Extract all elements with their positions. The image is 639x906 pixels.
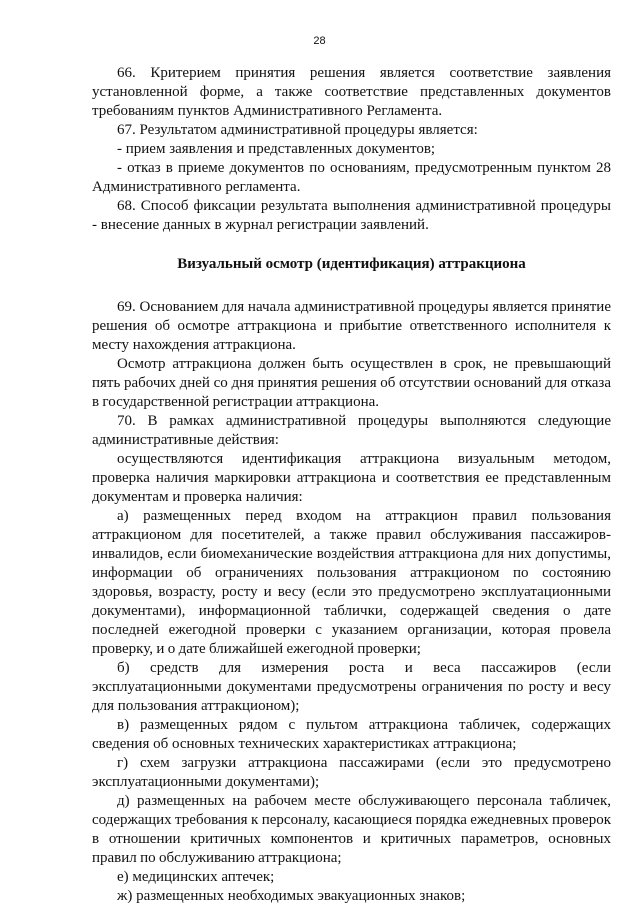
paragraph-67: 67. Результатом административной процедуры является: bbox=[117, 122, 478, 138]
list-item-zh: ж) размещенных необходимых эвакуационных знаков; bbox=[117, 888, 466, 904]
page-number: 28 bbox=[313, 35, 326, 47]
paragraph-inspection-term: Осмотр аттракциона должен быть осуществлен в срок, не превышающий пять рабочих дней со дня принятия решения об отсутствии оснований для отказа в государственной регистрации аттракциона. bbox=[92, 356, 611, 410]
document-body bbox=[92, 64, 611, 906]
list-item-refusal: - отказ в приеме документов по основаниям, предусмотренным пунктом 28 Административного регламента. bbox=[92, 160, 611, 195]
paragraph-66: 66. Критерием принятия решения является соответствие заявления установленной форме, а также соответствие представленных документов требованиям пунктов Административного Регламента. bbox=[92, 65, 611, 119]
list-item-d: д) размещенных на рабочем месте обслуживающего персонала табличек, содержащих требования к персоналу, касающиеся порядка ежедневных проверок в отношении критичных компонентов и критичных параметров, основных правил по обслуживанию аттракциона; bbox=[92, 793, 611, 866]
paragraph-68: 68. Способ фиксации результата выполнения административной процедуры - внесение данных в журнал регистрации заявлений. bbox=[92, 198, 611, 233]
paragraph-70: 70. В рамках административной процедуры выполняются следующие административные действия: bbox=[92, 413, 611, 448]
list-item-a: а) размещенных перед входом на аттракцион правил пользования аттракционом для посетителей, а также правил обслуживания пассажиров-инвалидов, если биомеханические воздействия аттракциона для них допустимы, информации об ограничениях пользования аттракционом по состоянию здоровья, возрасту, росту и весу (если это предусмотрено эксплуатационными документами), информационной таблички, содержащей сведения о дате последней ежегодной проверки с указанием организации, которая провела проверку, и о дате ближайшей ежегодной проверки; bbox=[92, 508, 611, 657]
list-item-b: б) средств для измерения роста и веса пассажиров (если эксплуатационными документами предусмотрены ограничения по росту и весу для пользования аттракционом); bbox=[92, 660, 611, 714]
paragraph-69: 69. Основанием для начала административной процедуры является принятие решения об осмотре аттракциона и прибытие ответственного исполнителя к месту нахождения аттракциона. bbox=[92, 299, 611, 353]
list-item-reception: - прием заявления и представленных документов; bbox=[117, 141, 436, 157]
list-item-e: е) медицинских аптечек; bbox=[117, 869, 275, 885]
section-heading: Визуальный осмотр (идентификация) аттракциона bbox=[177, 256, 526, 272]
list-item-g: г) схем загрузки аттракциона пассажирами (если это предусмотрено эксплуатационными документами); bbox=[92, 755, 611, 790]
list-item-v: в) размещенных рядом с пультом аттракциона табличек, содержащих сведения об основных технических характеристиках аттракциона; bbox=[92, 717, 611, 752]
paragraph-identification: осуществляются идентификация аттракциона визуальным методом, проверка наличия маркировки аттракциона и соответствия ее представленным документам и проверка наличия: bbox=[92, 451, 611, 505]
